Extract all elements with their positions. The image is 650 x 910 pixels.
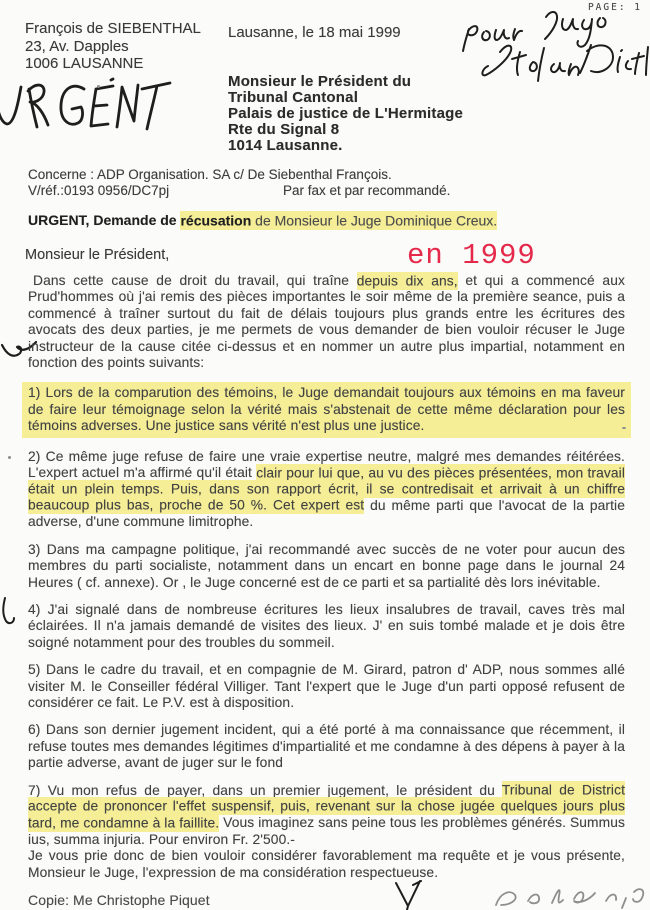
paragraph-text: du même parti que l'avocat de la partie adverse, d'une commune limitrophe. bbox=[28, 497, 625, 530]
handwritten-note-pour-juge bbox=[460, 4, 648, 82]
letter-paragraph bbox=[22, 382, 631, 437]
reference-row bbox=[28, 183, 608, 198]
letter-paragraph bbox=[28, 783, 625, 849]
sender-city: 1006 LAUSANNE bbox=[25, 55, 144, 72]
sender-street: 23, Av. Dapples bbox=[25, 37, 129, 55]
subject-highlight-rest: de Monsieur le Juge Dominique Creux. bbox=[251, 212, 498, 228]
paragraph-text: 1) Lors de la comparution des témoins, le Juge demandait toujours aux témoins en ma faveur de faire leur témoignage selon la vérité mais s'abstenait de cette même déclaration pour les témoins adverses. Une justice sans vérité n'est plus une justice. bbox=[28, 385, 625, 434]
letter-paragraph bbox=[28, 542, 625, 591]
letter-paragraph bbox=[28, 273, 625, 371]
scan-speckle bbox=[8, 456, 11, 459]
subject-highlight-bold: récusation bbox=[180, 212, 252, 228]
sender-address-block bbox=[25, 20, 201, 73]
subject-prefix: URGENT, Demande de bbox=[28, 212, 181, 228]
fax-page-indicator: PAGE: 1 bbox=[587, 2, 642, 13]
margin-squiggle-icon bbox=[0, 596, 20, 628]
paragraph-text: 4) J'ai signalé dans de nombreuse écritures les lieux insalubres de travail, caves très mal éclairées. Il n'a jamais demandé de visites des lieux. J' en suis tombé malade et je dois être soigné notamment pour des troubles du sommeil. bbox=[28, 601, 625, 650]
recipient-line: Palais de justice de L'Hermitage bbox=[228, 105, 464, 122]
paragraph-text: 2) Ce même juge refuse de faire une vraie expertise neutre, malgré mes demandes réitérées. L'expert actuel m'a affirmé qu'il était bbox=[28, 448, 625, 481]
highlighted-text: Tribunal de District accepte de prononcer l'effet suspensif, puis, revenant sur la chose jugée quelques jours plus tard, me condamne à la faillite. bbox=[28, 782, 625, 831]
paragraph-text: 3) Dans ma campagne politique, j'ai recommandé avec succès de ne voter pour aucun des membres du parti socialiste, notamment dans un encart en bonne page dans le journal 24 Heures ( cf. annexe). Or , le Juge concerné est de ce parti et sa partialité dès lors inévitable. bbox=[28, 541, 625, 590]
subject-highlight bbox=[180, 211, 497, 230]
highlighted-text: clair pour lui que, au vu des pièces présentées, mon travail était un plein temps. Puis, dans son rapport écrit, il se contredisait et arrivait à un chiffre beaucoup plus bas, proche de 50 %. Cet expert est bbox=[28, 465, 626, 513]
sender-name: François de SIEBENTHAL bbox=[25, 20, 201, 37]
recipient-line: Tribunal Cantonal bbox=[228, 89, 359, 106]
delivery-note: Par fax et par recommandé. bbox=[283, 183, 451, 198]
letter-paragraph bbox=[28, 449, 625, 531]
recipient-line: Monsieur le Président du bbox=[228, 73, 412, 90]
paragraph-text: Vous imaginez sans peine tous les problèmes générés. Summus ius, summa injuria. Pour environ Fr. 2'500.- bbox=[28, 815, 625, 847]
salutation: Monsieur le Président, bbox=[25, 247, 170, 263]
letter-paragraph bbox=[28, 602, 625, 651]
recipient-address-block bbox=[228, 74, 463, 154]
recipient-line: 1014 Lausanne. bbox=[228, 137, 343, 154]
reference-number: V/réf.:0193 0956/DC7pj bbox=[28, 183, 170, 198]
scan-speckle bbox=[97, 85, 100, 88]
paragraph-text: 5) Dans le cadre du travail, et en compagnie de M. Girard, patron d' ADP, nous sommes allé visiter M. le Conseiller fédéral Villiger. Tant l'expert que le Juge d'un parti opposé refusent de considérer ce fait. Le P.V. est à disposition. bbox=[28, 662, 625, 710]
signature bbox=[488, 883, 650, 910]
handwritten-check-mark-icon bbox=[393, 879, 425, 910]
red-annotation: en 1999 bbox=[407, 239, 536, 272]
paragraph-text: Dans cette cause de droit du travail, qui traîne bbox=[33, 273, 357, 288]
letter-paragraph bbox=[28, 662, 625, 711]
date-line: Lausanne, le 18 mai 1999 bbox=[228, 24, 401, 41]
paragraph-text: Je vous prie donc de bien vouloir considérer favorablement ma requête et je vous présente, Monsieur le Juge, l'expression de ma considération respectueuse. bbox=[28, 848, 625, 880]
recipient-line: Rte du Signal 8 bbox=[228, 121, 340, 138]
paragraph-text: 6) Dans son dernier jugement incident, qui a été porté à ma connaissance que récemment, il refuse toutes mes demandes légitimes d'impartialité et me condamne à des dépens à payer à la partie adverse, avant de juger sur le fond bbox=[28, 722, 625, 771]
handwritten-urgent bbox=[0, 78, 174, 146]
highlighted-text: depuis dix ans, bbox=[356, 273, 458, 288]
copy-line: Copie: Me Christophe Piquet bbox=[28, 892, 210, 908]
letter-body bbox=[28, 273, 625, 908]
letter-paragraph bbox=[28, 848, 625, 881]
letter-paragraph bbox=[28, 722, 625, 771]
scan-speckle bbox=[622, 427, 626, 429]
subject-line bbox=[28, 212, 628, 228]
paragraph-text: et qui a commencé aux Prud'hommes où j'ai remis des pièces importantes le soir même de la première seance, puis a commencé à traîner surtout du fait de délais toujours plus grands entre les écritures des avocats des deux parties, je me permets de vous demander de bien vouloir récuser le Juge instructeur de la cause citée ci-dessus et en nommer un autre plus impartial, notamment en fonction des points suivants: bbox=[28, 273, 625, 371]
paragraph-text: 7) Vu mon refus de payer, dans un premier jugement, le président du bbox=[28, 782, 502, 798]
concerne-line: Concerne : ADP Organisation. SA c/ De Siebenthal François. bbox=[28, 167, 392, 182]
